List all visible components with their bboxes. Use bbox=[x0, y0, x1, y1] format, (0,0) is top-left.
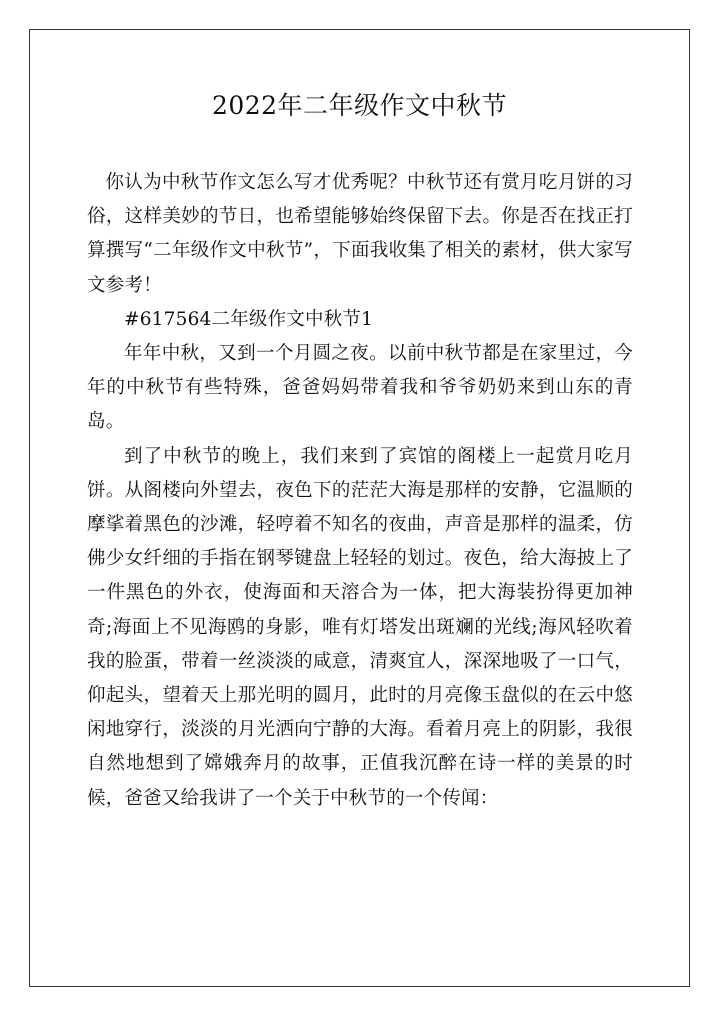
document-body bbox=[87, 166, 633, 816]
section-heading: #617564二年级作文中秋节1 bbox=[124, 308, 374, 330]
body-paragraph: 到了中秋节的晚上，我们来到了宾馆的阁楼上一起赏月吃月饼。从阁楼向外望去，夜色下的茫茫大海是那样的安静，它温顺的摩挲着黑色的沙滩，轻哼着不知名的夜曲，声音是那样的温柔，仿佛少女纤细的手指在钢琴键盘上轻轻的划过。夜色，给大海披上了一件黑色的外衣，使海面和天溶合为一体，把大海装扮得更加神奇;海面上不见海鸥的身影，唯有灯塔发出斑斓的光线;海风轻吹着我的脸蛋，带着一丝淡淡的咸意，清爽宜人，深深地吸了一口气，仰起头，望着天上那光明的圆月，此时的月亮像玉盘似的在云中悠闲地穿行，淡淡的月光洒向宁静的大海。看着月亮上的阴影，我很自然地想到了嫦娥奔月的故事，正值我沉醉在诗一样的美景的时候，爸爸又给我讲了一个关于中秋节的一个传闻： bbox=[87, 445, 633, 809]
intro-paragraph: 你认为中秋节作文怎么写才优秀呢？中秋节还有赏月吃月饼的习俗，这样美妙的节日，也希望能够始终保留下去。你是否在找正打算撰写“二年级作文中秋节”，下面我收集了相关的素材，供大家写文参考！ bbox=[87, 172, 633, 296]
document-title: 2022年二年级作文中秋节 bbox=[211, 91, 508, 120]
body-paragraph: 年年中秋，又到一个月圆之夜。以前中秋节都是在家里过，今年的中秋节有些特殊，爸爸妈妈带着我和爷爷奶奶来到山东的青岛。 bbox=[87, 343, 633, 433]
